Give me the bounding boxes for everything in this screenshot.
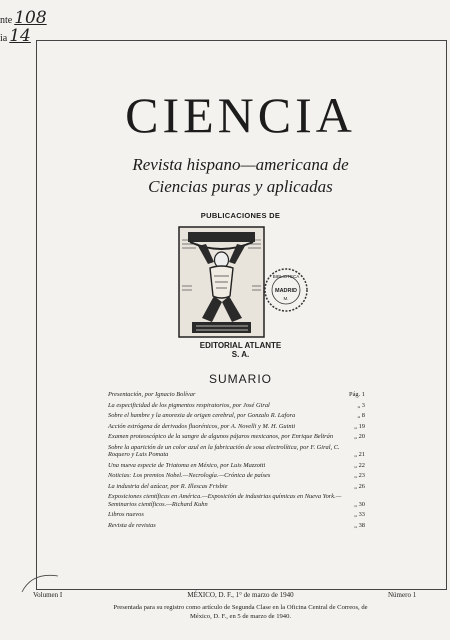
- toc-entry: [108, 433, 365, 441]
- toc-entry: [108, 483, 365, 491]
- toc-entry-title: Presentación, por Ignacio Bolívar: [108, 391, 196, 398]
- toc-entry-title: Exposiciones científicas en América.—Exposición de industrias químicas en Nueva York.—Seminarios científicos.—Richard Kuhn: [108, 493, 342, 508]
- toc-entry-page: „ 38: [354, 521, 365, 529]
- toc-entry: [108, 444, 365, 459]
- toc-entry: [108, 522, 365, 530]
- issue-number: Número 1: [388, 591, 417, 599]
- stamp-text-top: BIBLIOTECA: [272, 274, 300, 279]
- handwritten-prefix-2: ia: [0, 33, 8, 44]
- handwritten-number-1: 108: [14, 8, 47, 28]
- toc-entry-page: „ 30: [354, 500, 365, 508]
- editorial-name: EDITORIAL ATLANTE: [199, 341, 282, 350]
- toc-entry: [108, 402, 365, 410]
- library-stamp-icon: [263, 267, 309, 313]
- registration-note-line-1: Presentada para su registro como artículo de Segunda Clase en la Oficina Central de Correos, de: [113, 604, 368, 611]
- toc-entry-page: Pág. 1: [349, 391, 365, 398]
- volume-label: Volumen I: [33, 591, 63, 599]
- toc-entry-title: Revista de revistas: [108, 521, 156, 529]
- subtitle-line-1: Revista hispano—americana de: [132, 155, 349, 174]
- toc-entry-title: Noticias: Los premios Nobel.—Necrología.—Crónica de países: [108, 472, 271, 479]
- toc-entry: [108, 462, 365, 470]
- toc-entry-page: „ 3: [357, 401, 365, 409]
- toc-entry-title: Una nueva especie de Triatoma en México, por Luis Mazzotti: [108, 461, 266, 469]
- handwritten-curve-mark: [20, 570, 60, 594]
- stamp-text-bottom: M.: [283, 296, 289, 301]
- sumario-heading: SUMARIO: [208, 372, 272, 386]
- toc-entry-title: Sobre el hambre y la anorexia de origen cerebral, por Gonzalo R. Lafora: [108, 412, 296, 419]
- toc-entry-title: La industria del azúcar, por R. Illescas Frisbie: [108, 482, 228, 490]
- toc-entry-page: „ 23: [354, 472, 365, 479]
- toc-entry-page: „ 22: [354, 461, 365, 469]
- table-of-contents: [108, 391, 365, 532]
- toc-entry-page: „ 21: [354, 451, 365, 458]
- toc-entry-page: „ 8: [357, 412, 365, 419]
- handwritten-mark-2: [0, 26, 31, 46]
- handwritten-mark-1: [0, 8, 47, 28]
- toc-entry-title: Sobre la aparición de un color azul en la fabricación de sosa electrolítica, por F. Giral, C. Roquero y Luis Pomata: [108, 443, 340, 458]
- registration-note-line-2: México, D. F., en 5 de marzo de 1940.: [189, 613, 292, 620]
- toc-entry-page: „ 20: [354, 433, 365, 440]
- toc-entry: [108, 423, 365, 431]
- toc-entry-title: Libros nuevos: [108, 511, 144, 518]
- atlas-woodcut-icon: [178, 226, 265, 338]
- toc-entry: [108, 472, 365, 480]
- toc-entry-page: „ 19: [354, 422, 365, 430]
- toc-entry-title: Examen proteoscópico de la sangre de algunos pájaros mexicanos, por Enrique Beltrán: [108, 433, 334, 440]
- toc-entry-page: „ 26: [354, 482, 365, 490]
- journal-title: CIENCIA: [125, 87, 356, 143]
- place-date: MÉXICO, D. F., 1° de marzo de 1940: [187, 591, 294, 599]
- handwritten-prefix-1: nte: [0, 15, 13, 26]
- toc-entry-title: La especificidad de los pigmentos respiratorios, por José Giral: [108, 401, 270, 409]
- toc-entry-title: Acción estrógena de derivados fluorénicos, por A. Novelli y M. H. Guinti: [108, 422, 296, 430]
- toc-entry: [108, 493, 365, 508]
- editorial-suffix: S. A.: [231, 350, 250, 359]
- toc-entry: [108, 391, 365, 399]
- publisher-label: PUBLICACIONES DE: [200, 211, 281, 220]
- toc-entry: [108, 412, 365, 420]
- toc-entry-page: „ 33: [354, 511, 365, 518]
- subtitle-line-2: Ciencias puras y aplicadas: [148, 177, 333, 196]
- toc-entry: [108, 511, 365, 519]
- handwritten-number-2: 14: [9, 26, 31, 46]
- stamp-text-mid: MADRID: [275, 288, 297, 294]
